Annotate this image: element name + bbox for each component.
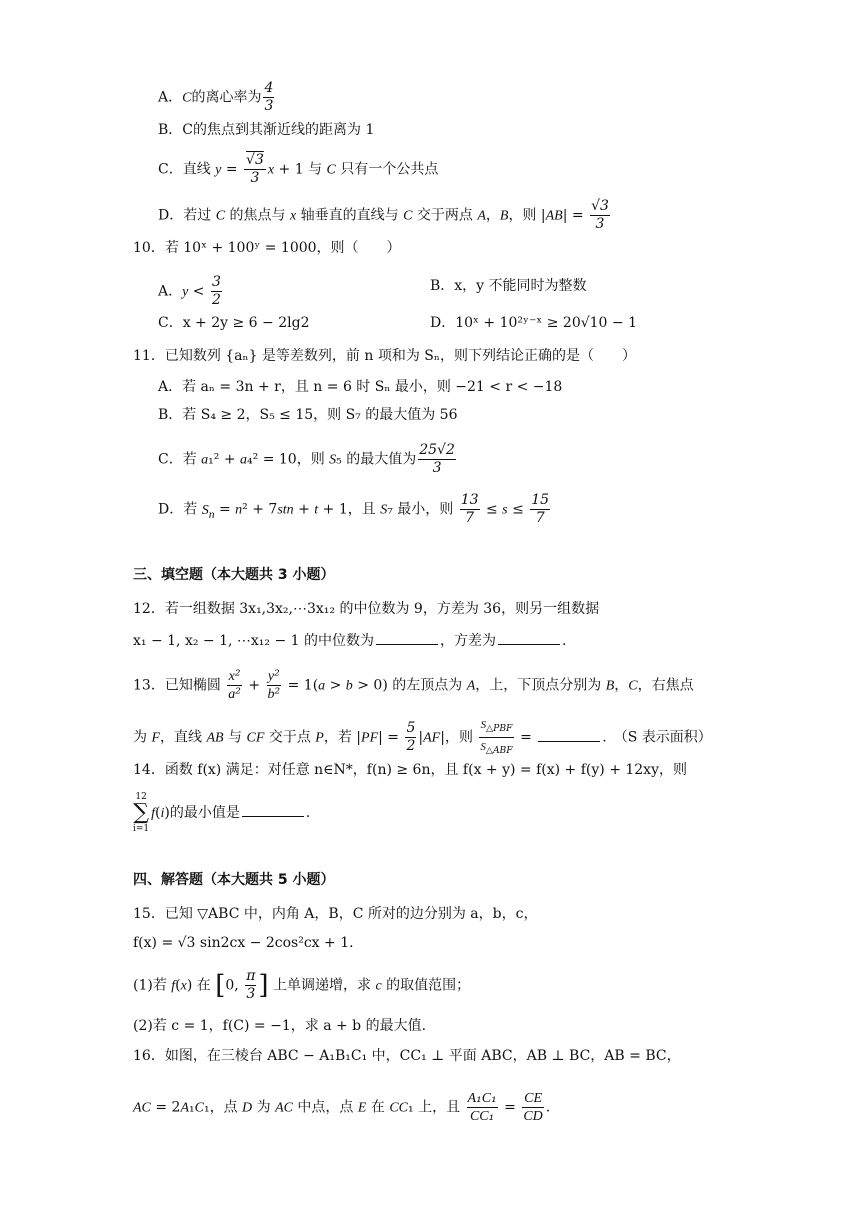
q12-line1: 12．若一组数据 3x₁,3x₂,⋯3x₁₂ 的中位数为 9，方差为 36，则另一组数据 bbox=[133, 601, 600, 617]
q16-line1: 16．如图，在三棱台 ABC − A₁B₁C₁ 中，CC₁ ⊥ 平面 ABC，AB ⊥ BC，AB = BC， bbox=[133, 1048, 681, 1064]
q10-option-c: C．x + 2y ≥ 6 − 2lg2 bbox=[158, 315, 310, 331]
q9-option-d: D．若过 C 的焦点与 x 轴垂直的直线与 C 交于两点 A，B，则 |AB| = $\frac{√3}{3}$ bbox=[158, 198, 609, 232]
q14-blank-min[interactable] bbox=[242, 802, 304, 817]
q11-option-c: C．若 a₁² + a₄² = 10，则 S₅ 的最大值为 $\frac{25√2}{3}$ bbox=[158, 442, 455, 476]
q12-blank-variance[interactable] bbox=[498, 630, 560, 645]
q11-option-a: A．若 aₙ = 3n + r，且 n = 6 时 Sₙ 最小，则 −21 < r < −18 bbox=[158, 379, 563, 395]
q13-line2: 为 F，直线 AB 与 CF 交于点 P，若 |PF| = $\frac{5}{2}$ |AF|，则 $\frac{S_{\triangle PBF}}{S_{\triangle ABF}}$ = . （S 表示面积） bbox=[133, 716, 712, 759]
q10-option-b: B．x，y 不能同时为整数 bbox=[430, 278, 587, 294]
q15-part1: (1)若 f(x) 在 [0, $\frac{\pi}{3}$ ] 上单调递增，求 c 的取值范围； bbox=[133, 968, 471, 1002]
q9-option-c: C．直线 y = $\frac{√3}{3}$ x + 1 与 C 只有一个公共点 bbox=[158, 152, 439, 186]
q10-option-a: A．y < $\frac{3}{2}$ bbox=[158, 274, 221, 308]
q9-option-a: A．C的离心率为 $\frac{4}{3}$ bbox=[158, 80, 274, 114]
q15-line2: f(x) = √3 sin2cx − 2cos²cx + 1. bbox=[133, 935, 354, 951]
q12-blank-median[interactable] bbox=[376, 630, 438, 645]
section-fill-in-title: 三、填空题（本大题共 3 小题） bbox=[133, 567, 335, 583]
q15-part2: (2)若 c = 1，f(C) = −1，求 a + b 的最大值. bbox=[133, 1018, 427, 1034]
q11-option-b: B．若 S₄ ≥ 2，S₅ ≤ 15，则 S₇ 的最大值为 56 bbox=[158, 407, 458, 423]
q10-stem: 10．若 10ˣ + 100ʸ = 1000，则（ ） bbox=[133, 240, 401, 256]
q12-line2: x₁ − 1, x₂ − 1, ⋯x₁₂ − 1 的中位数为 ，方差为 . bbox=[133, 630, 566, 651]
q13-line1: 13．已知椭圆 $\frac{\text{x²}}{\text{a²}}$ + $\frac{\text{y²}}{\text{b²}}$ = 1(a > b > 0) 的左顶点为 A，上，下顶点分别为 B，C，右焦点 bbox=[133, 668, 694, 702]
q9-option-b: B．C的焦点到其渐近线的距离为 1 bbox=[158, 122, 375, 138]
q11-option-d: D．若 $S_n = n^2 + 7stn + t + 1$，且 S₇ 最小，则 $\frac{13}{7}$ ≤ s ≤ $\frac{15}{7}$ bbox=[158, 492, 550, 526]
section-answer-title: 四、解答题（本大题共 5 小题） bbox=[133, 872, 335, 888]
summation-symbol: 12 ∑ i=1 bbox=[133, 792, 150, 834]
q11-stem: 11．已知数列 {aₙ} 是等差数列，前 n 项和为 Sₙ，则下列结论正确的是（ ） bbox=[133, 348, 636, 364]
q16-line2: AC = 2A₁C₁，点 D 为 AC 中点，点 E 在 CC₁ 上，且 $\frac{\text{A₁C₁}}{\text{CC₁}}$ = $\frac{CE}{CD}$ . bbox=[133, 1090, 551, 1124]
q15-line1: 15．已知 ▽ABC 中，内角 A，B，C 所对的边分别为 a，b，c， bbox=[133, 906, 538, 922]
q14-line2: 12 ∑ i=1f(i)的最小值是 . bbox=[133, 792, 311, 834]
q14-line1: 14．函数 f(x) 满足：对任意 n∈N*，f(n) ≥ 6n，且 f(x + y) = f(x) + f(y) + 12xy，则 bbox=[133, 762, 687, 778]
q13-blank-ratio[interactable] bbox=[538, 727, 600, 742]
q10-option-d: D．10ˣ + 10²ʸ⁻ˣ ≥ 20√10 − 1 bbox=[430, 315, 637, 331]
